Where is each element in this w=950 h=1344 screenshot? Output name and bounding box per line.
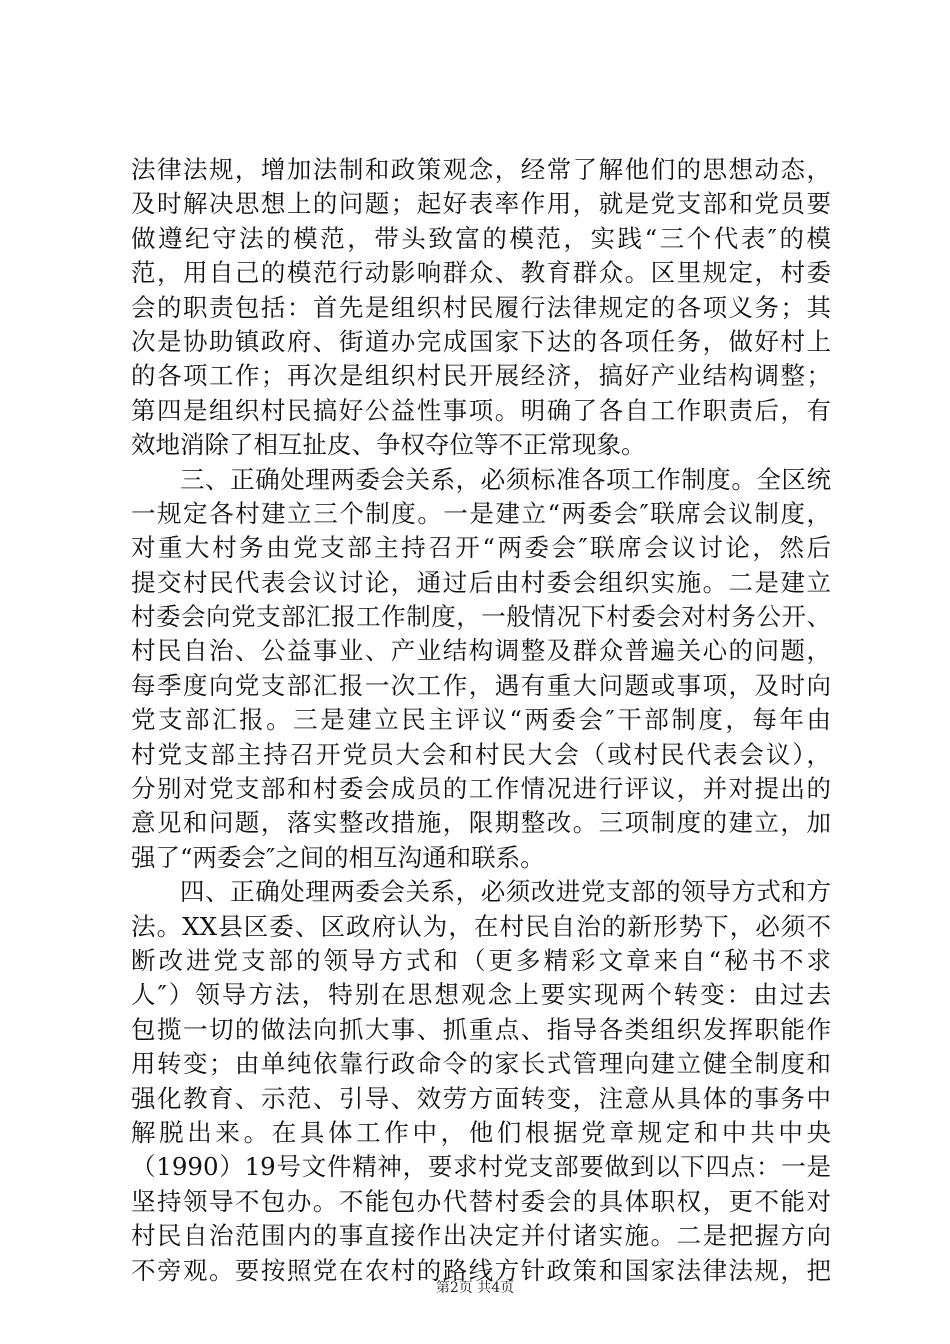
- text-line: 断改进党支部的领导方式和（更多精彩文章来自“秘书不求: [131, 945, 831, 975]
- text-line: 解脱出来。在具体工作中，他们根据党章规定和中共中央: [131, 1117, 831, 1147]
- text-line: 会的职责包括：首先是组织村民履行法律规定的各项义务；其: [131, 292, 831, 322]
- text-line: 的各项工作；再次是组织村民开展经济，搞好产业结构调整；: [131, 361, 831, 391]
- text-line: 坚持领导不包办。不能包办代替村委会的具体职权，更不能对: [131, 1186, 831, 1216]
- text-line: （1990）19号文件精神，要求村党支部要做到以下四点：一是: [131, 1152, 831, 1182]
- text-line: 法律法规，增加法制和政策观念，经常了解他们的思想动态，: [131, 155, 831, 184]
- paragraph-3: [131, 875, 831, 1288]
- text-line: 用转变；由单纯依靠行政命令的家长式管理向建立健全制度和: [131, 1049, 831, 1079]
- text-line: 次是协助镇政府、街道办完成国家下达的各项任务，做好村上: [131, 326, 831, 356]
- text-line: 强化教育、示范、引导、效劳方面转变，注意从具体的事务中: [131, 1083, 831, 1113]
- text-line: 强了“两委会″之间的相互沟通和联系。: [131, 842, 545, 872]
- text-line: 四、正确处理两委会关系，必须改进党支部的领导方式和方: [180, 877, 831, 907]
- text-line: 三、正确处理两委会关系，必须标准各项工作制度。全区统: [180, 464, 831, 494]
- paragraph-2: [131, 463, 831, 876]
- text-line: 意见和问题，落实整改措施，限期整改。三项制度的建立，加: [131, 808, 831, 838]
- text-line: 村民自治、公益事业、产业结构调整及群众普遍关心的问题，: [131, 636, 831, 666]
- text-line: 一规定各村建立三个制度。一是建立“两委会″联席会议制度，: [131, 498, 831, 528]
- text-line: 村民自治范围内的事直接作出决定并付诸实施。二是把握方向: [131, 1221, 831, 1251]
- text-line: 人″）领导方法，特别在思想观念上要实现两个转变：由过去: [131, 980, 831, 1010]
- text-line: 对重大村务由党支部主持召开“两委会″联席会议讨论，然后: [131, 533, 831, 563]
- text-line: 做遵纪守法的模范，带头致富的模范，实践“三个代表″的模: [131, 223, 831, 253]
- text-line: 党支部汇报。三是建立民主评议“两委会″干部制度，每年由: [131, 705, 831, 735]
- text-line: 范，用自己的模范行动影响群众、教育群众。区里规定，村委: [131, 258, 831, 288]
- text-line: 每季度向党支部汇报一次工作，遇有重大问题或事项，及时向: [131, 670, 831, 700]
- text-line: 村党支部主持召开党员大会和村民大会（或村民代表会议），: [131, 739, 831, 769]
- text-line: 及时解决思想上的问题；起好表率作用，就是党支部和党员要: [131, 189, 831, 219]
- paragraph-1: [131, 153, 831, 463]
- page-footer: [0, 1278, 950, 1298]
- text-line: 提交村民代表会议讨论，通过后由村委会组织实施。二是建立: [131, 567, 831, 597]
- text-line: 效地消除了相互扯皮、争权夺位等不正常现象。: [131, 430, 646, 460]
- text-line: 不旁观。要按照党在农村的路线方针政策和国家法律法规，把: [131, 1255, 831, 1285]
- text-line: 村委会向党支部汇报工作制度，一般情况下村委会对村务公开、: [131, 602, 831, 632]
- text-line: 包揽一切的做法向抓大事、抓重点、指导各类组织发挥职能作: [131, 1014, 831, 1044]
- page-number: 第2页 共4页: [435, 1280, 515, 1296]
- text-line: 法。XX县区委、区政府认为，在村民自治的新形势下，必须不: [131, 911, 831, 941]
- text-line: 分别对党支部和村委会成员的工作情况进行评议，并对提出的: [131, 774, 831, 804]
- text-line: 第四是组织村民搞好公益性事项。明确了各自工作职责后，有: [131, 395, 831, 425]
- document-body: [131, 153, 831, 1288]
